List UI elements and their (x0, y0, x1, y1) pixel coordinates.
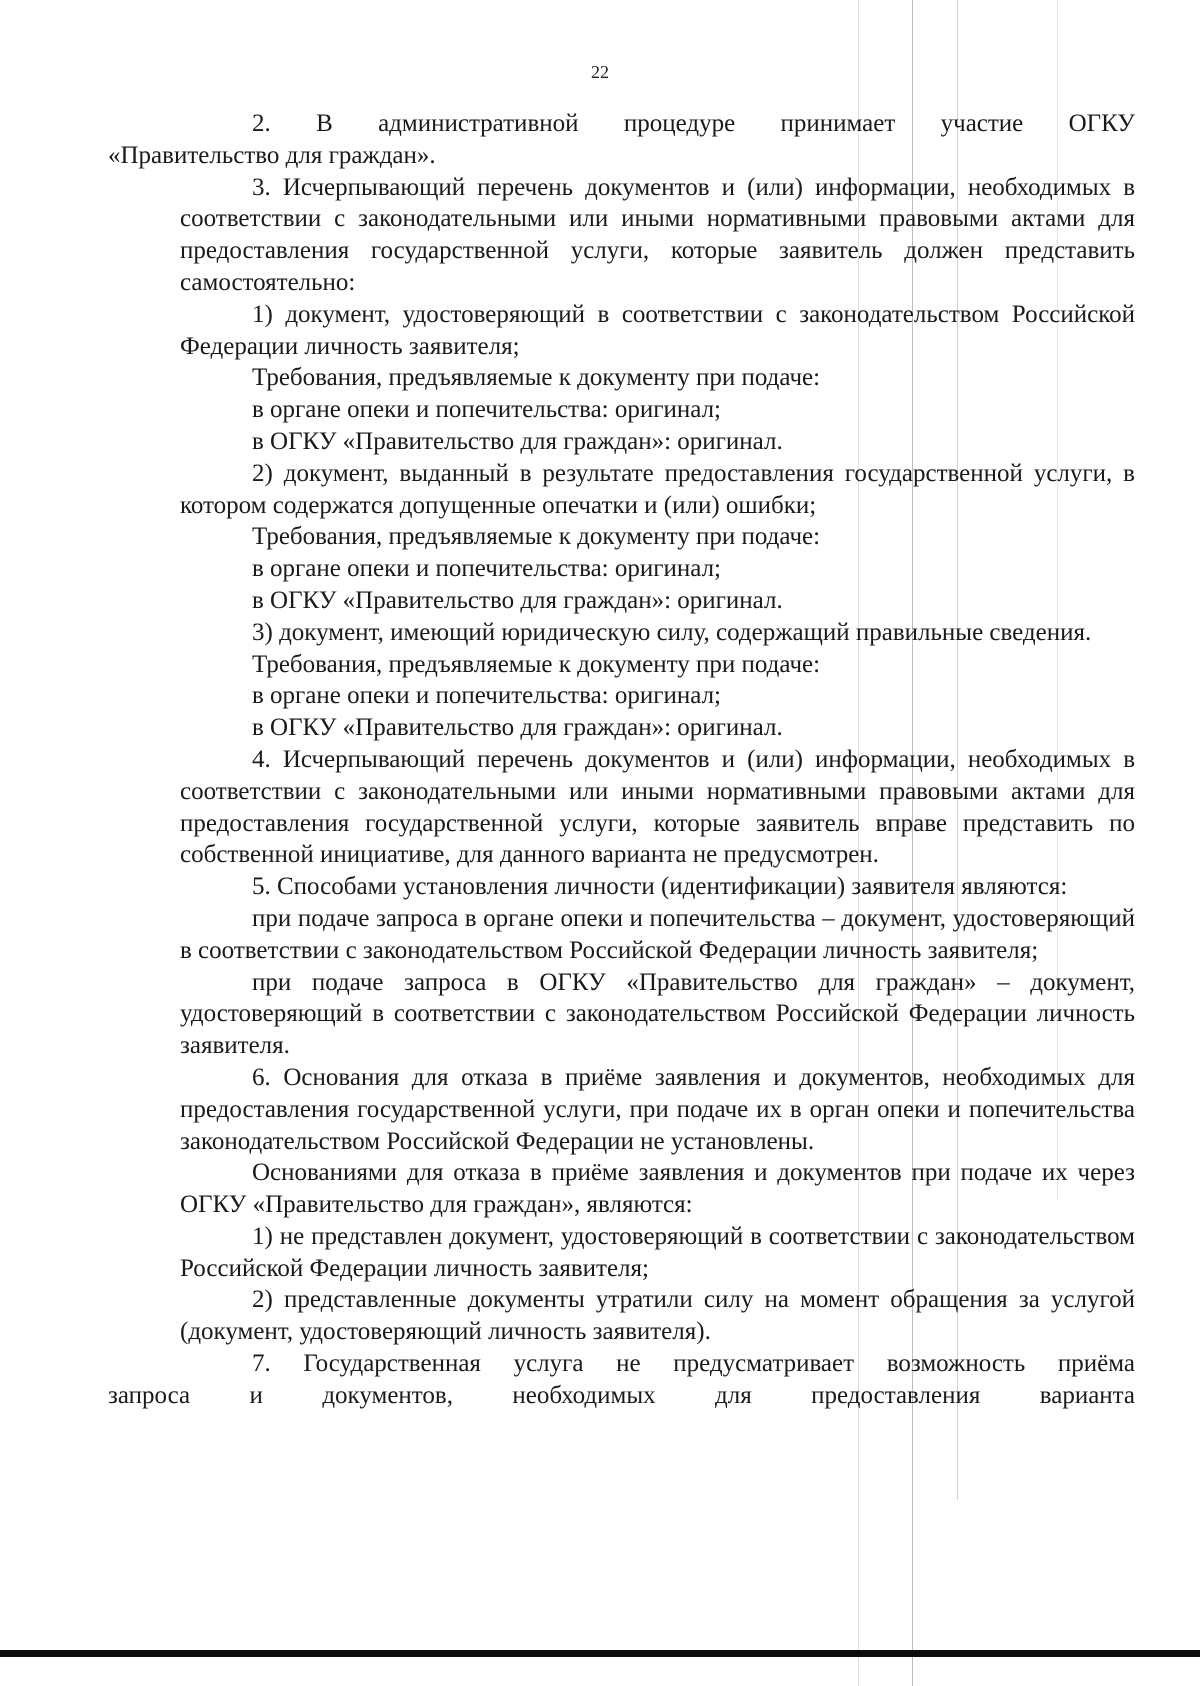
document-body (108, 108, 1135, 1412)
scan-bottom-edge (0, 1650, 1200, 1657)
requirement-2-opeka: в органе опеки и попечительства: оригинал; (252, 555, 722, 583)
requirements-heading-3: Требования, предъявляемые к документу при подаче: (252, 650, 821, 678)
paragraph-2-line-1: 2. В административной процедуре принимает участие ОГКУ (252, 110, 1135, 137)
document-item-2: 2) документ, выданный в результате предоставления государственной услуги, в котором содержатся допущенные опечатки и (или) ошибки; (180, 459, 1135, 519)
paragraph-2 (108, 108, 1135, 172)
requirement-2-ogku: в ОГКУ «Правительство для граждан»: оригинал. (252, 586, 783, 614)
paragraph-5-opeka: при подаче запроса в органе опеки и попечительства – документ, удостоверяющий в соответствии с законодательством Российской Федерации личность заявителя; (180, 904, 1135, 964)
paragraph-2-line-2: «Правительство для граждан». (108, 141, 436, 169)
requirements-heading-1: Требования, предъявляемые к документу при подаче: (252, 364, 821, 392)
paragraph-6-ground-1: 1) не представлен документ, удостоверяющий в соответствии с законодательством Российской Федерации личность заявителя; (180, 1222, 1135, 1282)
paragraph-4: 4. Исчерпывающий перечень документов и (или) информации, необходимых в соответствии с законодательными или иными нормативными правовыми актами для предоставления государственной услуги, которые заявитель вправе представить по собственной инициативе, для данного варианта не предусмотрен. (180, 745, 1135, 869)
paragraph-7 (108, 1348, 1135, 1412)
requirement-3-opeka: в органе опеки и попечительства: оригинал; (252, 682, 722, 710)
paragraph-5: 5. Способами установления личности (идентификации) заявителя являются: (252, 873, 1068, 901)
page-number: 22 (591, 62, 609, 82)
paragraph-6: 6. Основания для отказа в приёме заявления и документов, необходимых для предоставления государственной услуги, при подаче их в орган опеки и попечительства законодательством Российской Федерации не установлены. (180, 1063, 1135, 1155)
paragraph-5-ogku: при подаче запроса в ОГКУ «Правительство для граждан» – документ, удостоверяющий в соответствии с законодательством Российской Федерации личность заявителя. (180, 968, 1135, 1060)
paragraph-6-ground-2: 2) представленные документы утратили силу на момент обращения за услугой (документ, удостоверяющий личность заявителя). (180, 1286, 1135, 1346)
paragraph-3: 3. Исчерпывающий перечень документов и (или) информации, необходимых в соответствии с законодательными или иными нормативными правовыми актами для предоставления государственной услуги, которые заявитель должен представить самостоятельно: (180, 173, 1135, 296)
document-item-1: 1) документ, удостоверяющий в соответствии с законодательством Российской Федерации личность заявителя; (180, 300, 1135, 360)
requirement-3-ogku: в ОГКУ «Правительство для граждан»: оригинал. (252, 714, 783, 742)
document-item-3: 3) документ, имеющий юридическую силу, содержащий правильные сведения. (252, 618, 1092, 646)
requirement-1-opeka: в органе опеки и попечительства: оригинал; (252, 396, 722, 424)
requirement-1-ogku: в ОГКУ «Правительство для граждан»: оригинал. (252, 427, 783, 455)
paragraph-6-grounds: Основаниями для отказа в приёме заявления и документов при подаче их через ОГКУ «Правительство для граждан», являются: (180, 1159, 1135, 1219)
requirements-heading-2: Требования, предъявляемые к документу при подаче: (252, 523, 821, 551)
paragraph-7-line-2: запроса и документов, необходимых для предоставления варианта (108, 1381, 1135, 1409)
paragraph-7-line-1: 7. Государственная услуга не предусматривает возможность приёма (252, 1350, 1135, 1378)
